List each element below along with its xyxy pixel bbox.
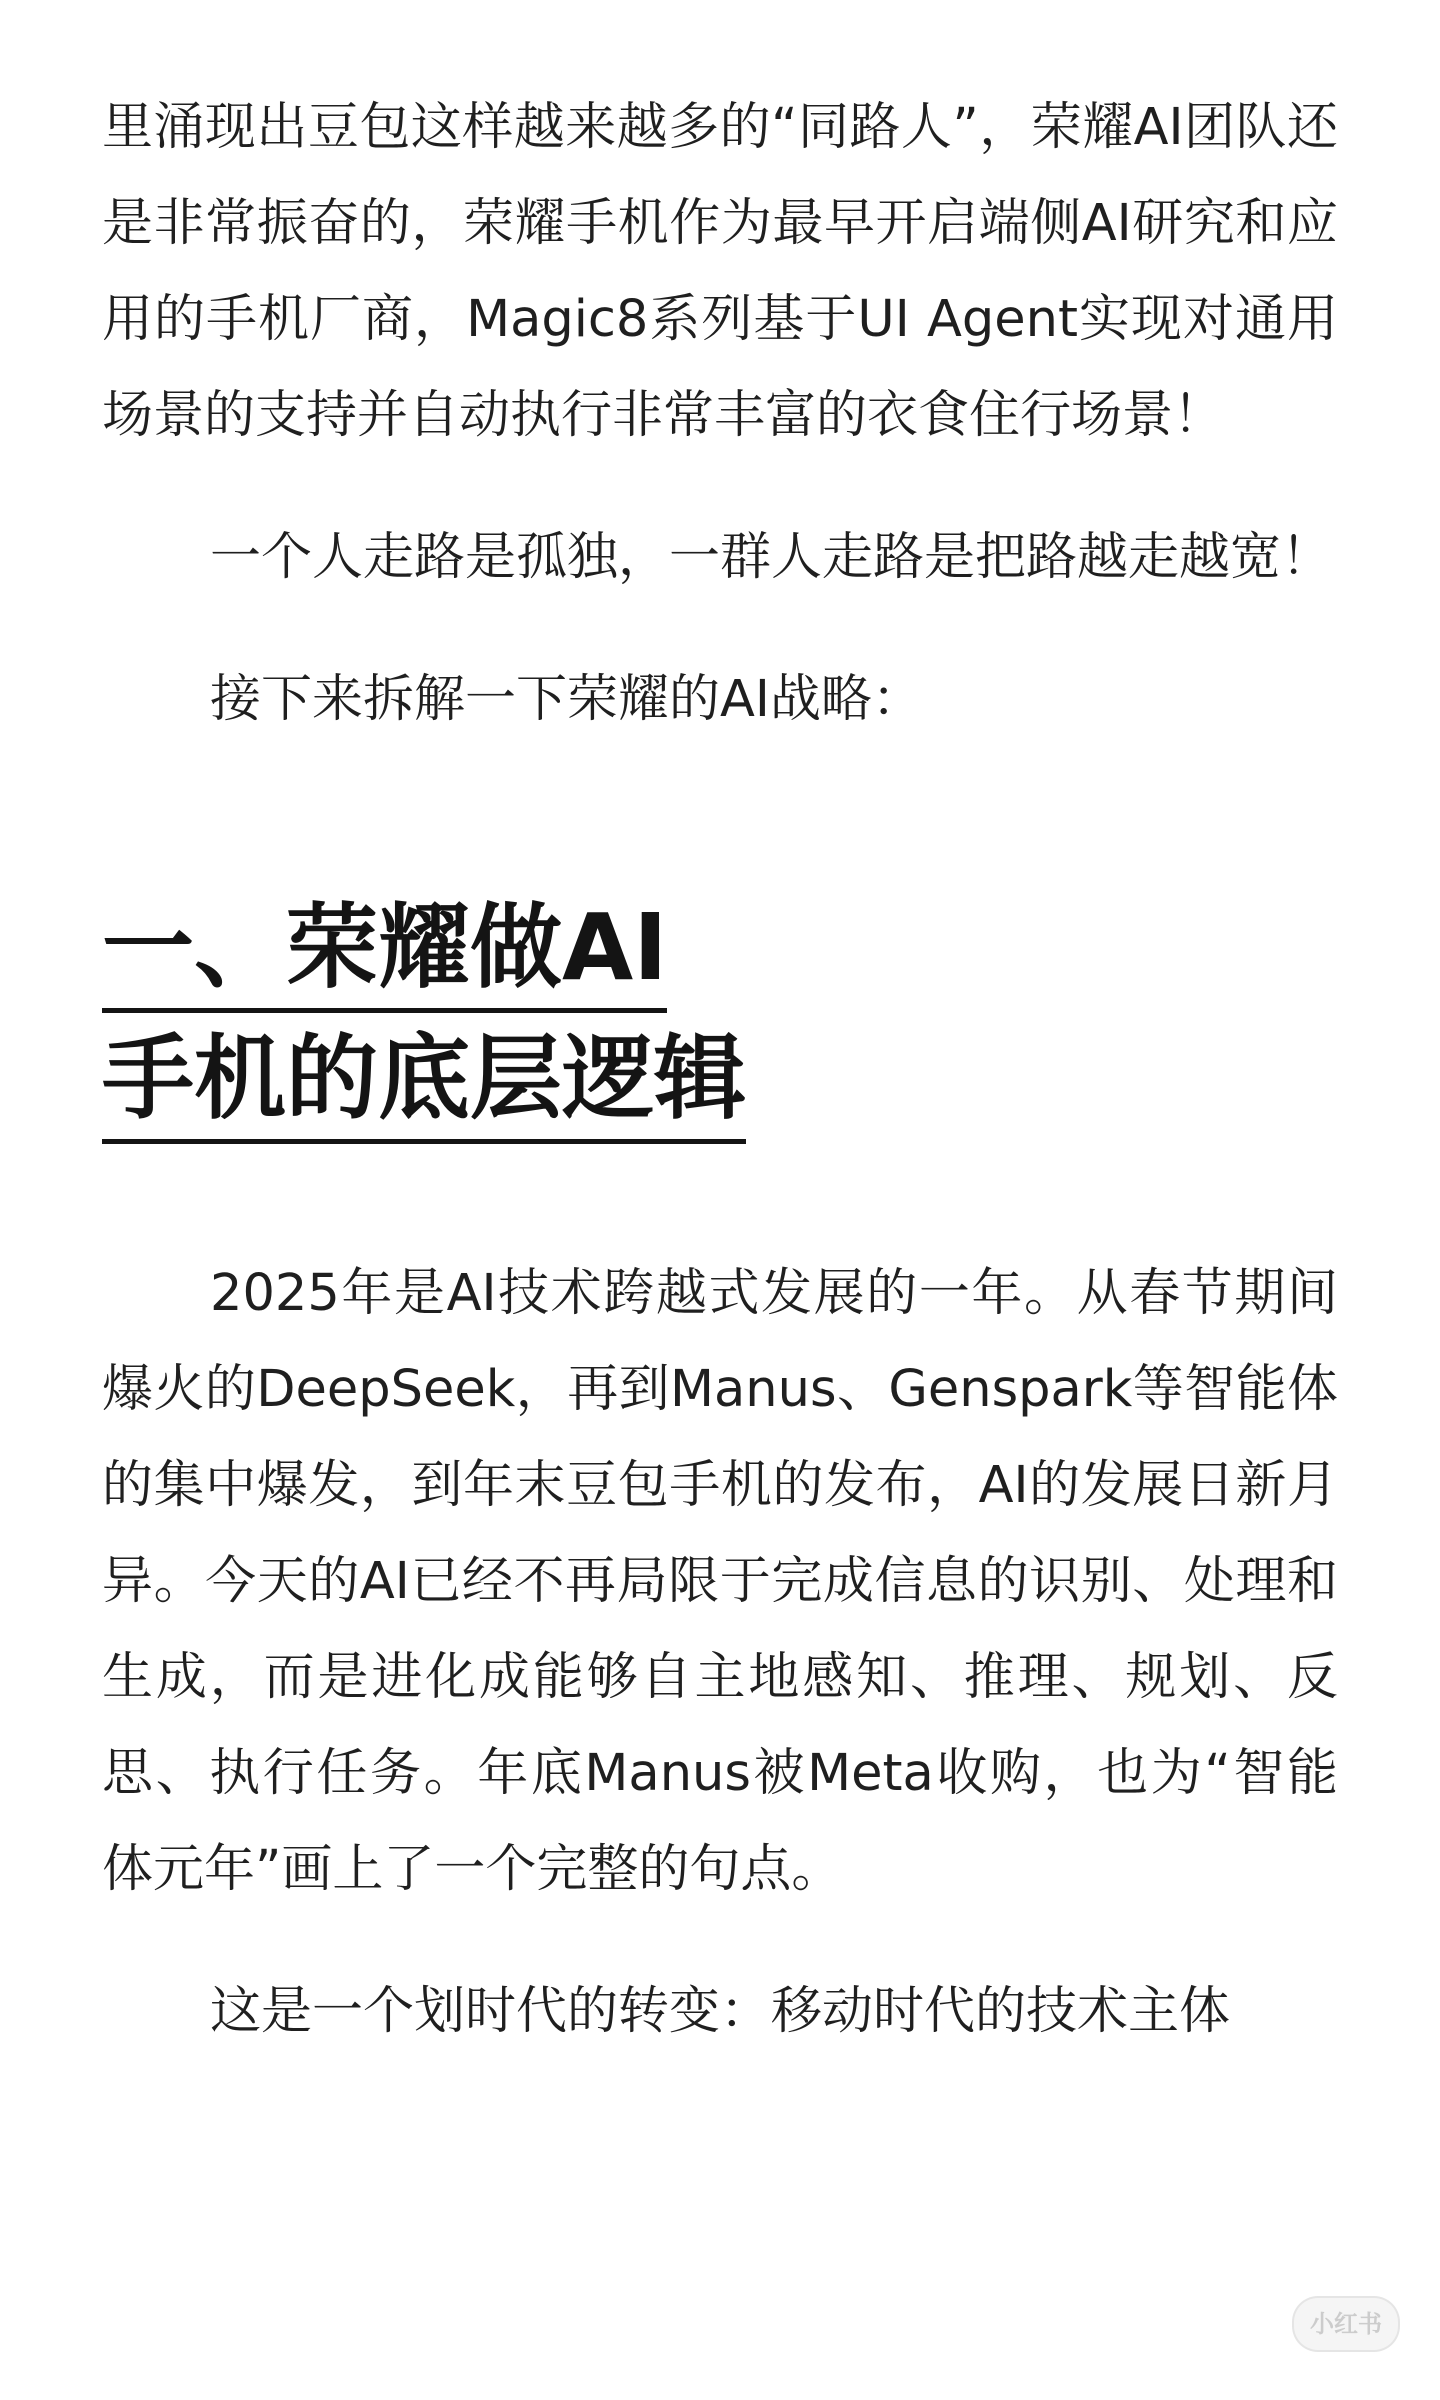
paragraph-honor-ai-team: 里涌现出豆包这样越来越多的“同路人”，荣耀AI团队还是非常振奋的，荣耀手机作为最早开启端侧AI研究和应用的手机厂商，Magic8系列基于UI Agent实现对通用场景的支持并自动执行非常丰富的衣食住行场景！ (102, 98, 1338, 445)
paragraph-2025-ai-development: 2025年是AI技术跨越式发展的一年。从春节期间爆火的DeepSeek，再到Manus、Genspark等智能体的集中爆发，到年末豆包手机的发布，AI的发展日新月异。今天的AI已经不再局限于完成信息的识别、处理和生成，而是进化成能够自主地感知、推理、规划、反思、执行任务。年底Manus被Meta收购，也为“智能体元年”画上了一个完整的句点。 (102, 1264, 1338, 1899)
paragraph-walking-together: 一个人走路是孤独，一群人走路是把路越走越宽！ (210, 528, 1333, 587)
paragraph-era-shift: 这是一个划时代的转变：移动时代的技术主体 (210, 1982, 1231, 2041)
article-body (102, 80, 1338, 2060)
section-heading-line-1: 一、荣耀做AI (102, 888, 667, 1013)
section-heading (102, 888, 1338, 1150)
paragraph-strategy-intro: 接下来拆解一下荣耀的AI战略： (210, 670, 923, 729)
section-heading-line-2: 手机的底层逻辑 (102, 1019, 746, 1144)
xiaohongshu-watermark-logo: 小红书 (1292, 2296, 1400, 2352)
